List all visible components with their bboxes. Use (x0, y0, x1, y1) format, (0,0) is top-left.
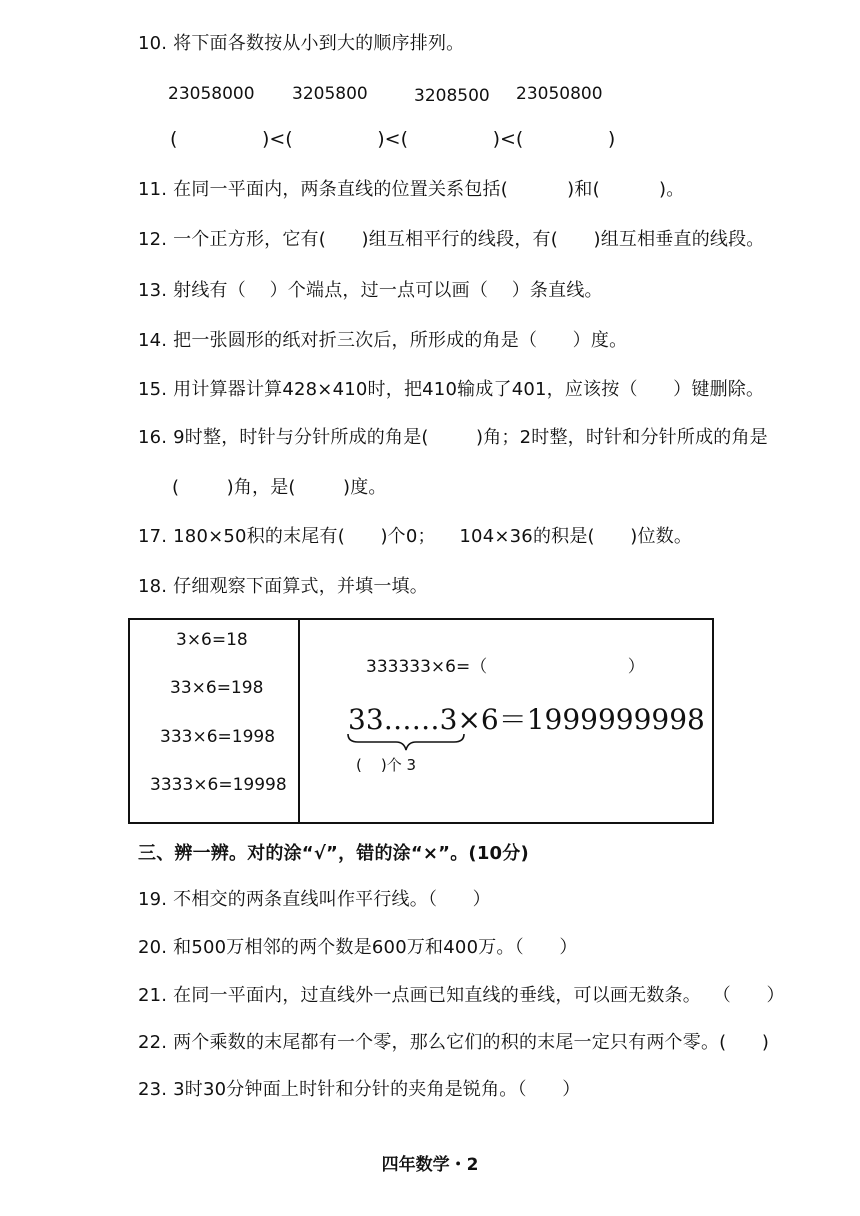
left-equation-2: 33×6=198 (170, 678, 264, 698)
left-equation-1: 3×6=18 (176, 630, 248, 650)
number-1: 23058000 (168, 84, 255, 104)
right-equation: 333333×6=（ ） (366, 657, 645, 677)
question-20: 20. 和500万相邻的两个数是600万和400万。（ ） (138, 937, 578, 958)
question-17: 17. 180×50积的末尾有( )个0； 104×36的积是( )位数。 (138, 526, 693, 547)
left-equation-3: 333×6=1998 (160, 727, 276, 747)
question-13: 13. 射线有（ ）个端点，过一点可以画（ ）条直线。 (138, 280, 603, 301)
question-19: 19. 不相交的两条直线叫作平行线。（ ） (138, 889, 491, 910)
pattern-box (128, 618, 714, 824)
question-11: 11. 在同一平面内，两条直线的位置关系包括( )和( )。 (138, 179, 685, 200)
question-14: 14. 把一张圆形的纸对折三次后，所形成的角是（ ）度。 (138, 330, 628, 351)
question-12: 12. 一个正方形，它有( )组互相平行的线段，有( )组互相垂直的线段。 (138, 229, 765, 250)
order-blanks: ( )<( )<( )<( ) (170, 128, 616, 150)
big-equation: 33……3×6＝1999999998 (348, 703, 705, 736)
question-16-line-2: ( )角，是( )度。 (172, 477, 387, 498)
question-18: 18. 仔细观察下面算式，并填一填。 (138, 576, 428, 597)
underbrace-icon (346, 732, 466, 754)
question-16-line-1: 16. 9时整，时针与分针所成的角是( )角；2时整，时针和分针所成的角是 (138, 427, 768, 448)
left-equation-4: 3333×6=19998 (150, 775, 287, 795)
question-23: 23. 3时30分钟面上时针和分针的夹角是锐角。（ ） (138, 1079, 581, 1100)
question-15: 15. 用计算器计算428×410时，把410输成了401，应该按（ ）键删除。 (138, 379, 765, 400)
number-4: 23050800 (516, 84, 603, 104)
page-footer: 四年数学・2 (381, 1155, 479, 1175)
box-divider (298, 620, 300, 822)
number-2: 3205800 (292, 84, 368, 104)
number-3: 3208500 (414, 86, 490, 106)
question-21: 21. 在同一平面内，过直线外一点画已知直线的垂线，可以画无数条。 （ ） (138, 985, 785, 1006)
brace-label: ( )个 3 (356, 756, 417, 774)
question-22: 22. 两个乘数的末尾都有一个零，那么它们的积的末尾一定只有两个零。( ) (138, 1032, 770, 1053)
section-3-heading: 三、辨一辨。对的涂“√”，错的涂“×”。(10分) (138, 843, 529, 864)
question-10: 10. 将下面各数按从小到大的顺序排列。 (138, 33, 465, 54)
